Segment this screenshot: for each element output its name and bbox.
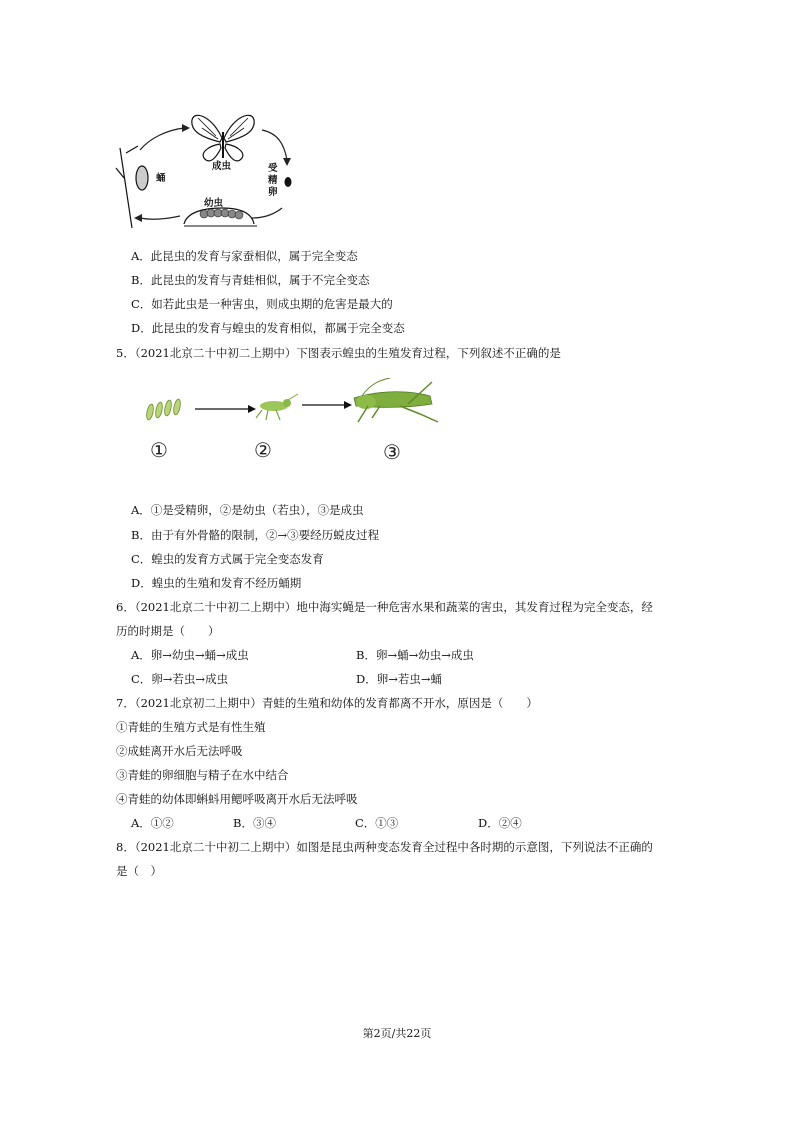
q6-option-d: D．卵→若虫→蛹 [356, 672, 442, 686]
q7-statement-2: ②成蛙离开水后无法呼吸 [116, 744, 243, 758]
label-egg-1: 受 [268, 163, 278, 174]
q6-option-b: B．卵→蛹→幼虫→成虫 [356, 648, 474, 662]
q5-option-c: C．蝗虫的发育方式属于完全变态发育 [131, 552, 324, 566]
q7-option-a: A．①② [131, 816, 174, 830]
q4-option-c: C．如若此虫是一种害虫，则成虫期的危害是最大的 [131, 297, 393, 311]
q7-statement-3: ③青蛙的卵细胞与精子在水中结合 [116, 768, 289, 782]
q8-stem-line1: 8．（2021北京二十中初二上期中）如图是昆虫两种变态发育全过程中各时期的示意图，下列说法不正确的 [116, 840, 653, 854]
q8-stem-line2: 是（ ） [116, 864, 162, 878]
locust-development-figure [140, 378, 450, 438]
q5-option-a: A．①是受精卵，②是幼虫（若虫），③是成虫 [131, 503, 364, 517]
q7-statement-4: ④青蛙的幼体即蝌蚪用鳃呼吸离开水后无法呼吸 [116, 792, 358, 806]
q7-stem: 7．（2021北京初二上期中）青蛙的生殖和幼体的发育都离不开水，原因是（ ） [116, 696, 538, 710]
q7-option-b: B．③④ [233, 816, 276, 830]
q4-option-a: A．此昆虫的发育与家蚕相似，属于完全变态 [131, 249, 358, 263]
egg-drawing [285, 177, 292, 187]
q5-option-b: B．由于有外骨骼的限制，②→③要经历蜕皮过程 [131, 528, 380, 542]
q6-stem-line2: 历的时期是（ ） [116, 624, 220, 638]
q5-figure-label-2: ② [254, 438, 272, 462]
q7-option-d: D．②④ [478, 816, 522, 830]
q4-option-d: D．此昆虫的发育与蝗虫的发育相似，都属于完全变态 [131, 321, 405, 335]
q4-option-b: B．此昆虫的发育与青蛙相似，属于不完全变态 [131, 273, 370, 287]
locust-adult-drawing [354, 378, 438, 422]
q6-option-a: A．卵→幼虫→蛹→成虫 [131, 648, 249, 662]
pupa-drawing [116, 146, 148, 228]
label-egg-3: 卵 [268, 187, 278, 198]
q6-stem-line1: 6．（2021北京二十中初二上期中）地中海实蝇是一种危害水果和蔬菜的害虫，其发育过程为完全变态，经 [116, 600, 653, 614]
locust-eggs-drawing [145, 399, 181, 421]
label-egg-2: 精 [268, 175, 278, 186]
q7-option-c: C．①③ [355, 816, 399, 830]
label-pupa: 蛹 [156, 173, 166, 184]
q5-figure-label-1: ① [150, 438, 168, 462]
butterfly-adult-drawing [192, 115, 254, 161]
page-footer: 第2页/共22页 [362, 1027, 432, 1040]
q6-option-c: C．卵→若虫→成虫 [131, 672, 229, 686]
q5-option-d: D．蝗虫的生殖和发育不经历蛹期 [131, 576, 302, 590]
label-larva: 幼虫 [204, 198, 224, 209]
label-adult: 成虫 [212, 161, 232, 172]
locust-nymph-drawing [256, 394, 298, 420]
q7-statement-1: ①青蛙的生殖方式是有性生殖 [116, 720, 266, 734]
caterpillar-larva-drawing [184, 208, 257, 226]
q5-figure-label-3: ③ [383, 440, 401, 464]
q5-stem: 5．（2021北京二十中初二上期中）下图表示蝗虫的生殖发育过程，下列叙述不正确的是 [116, 346, 561, 360]
